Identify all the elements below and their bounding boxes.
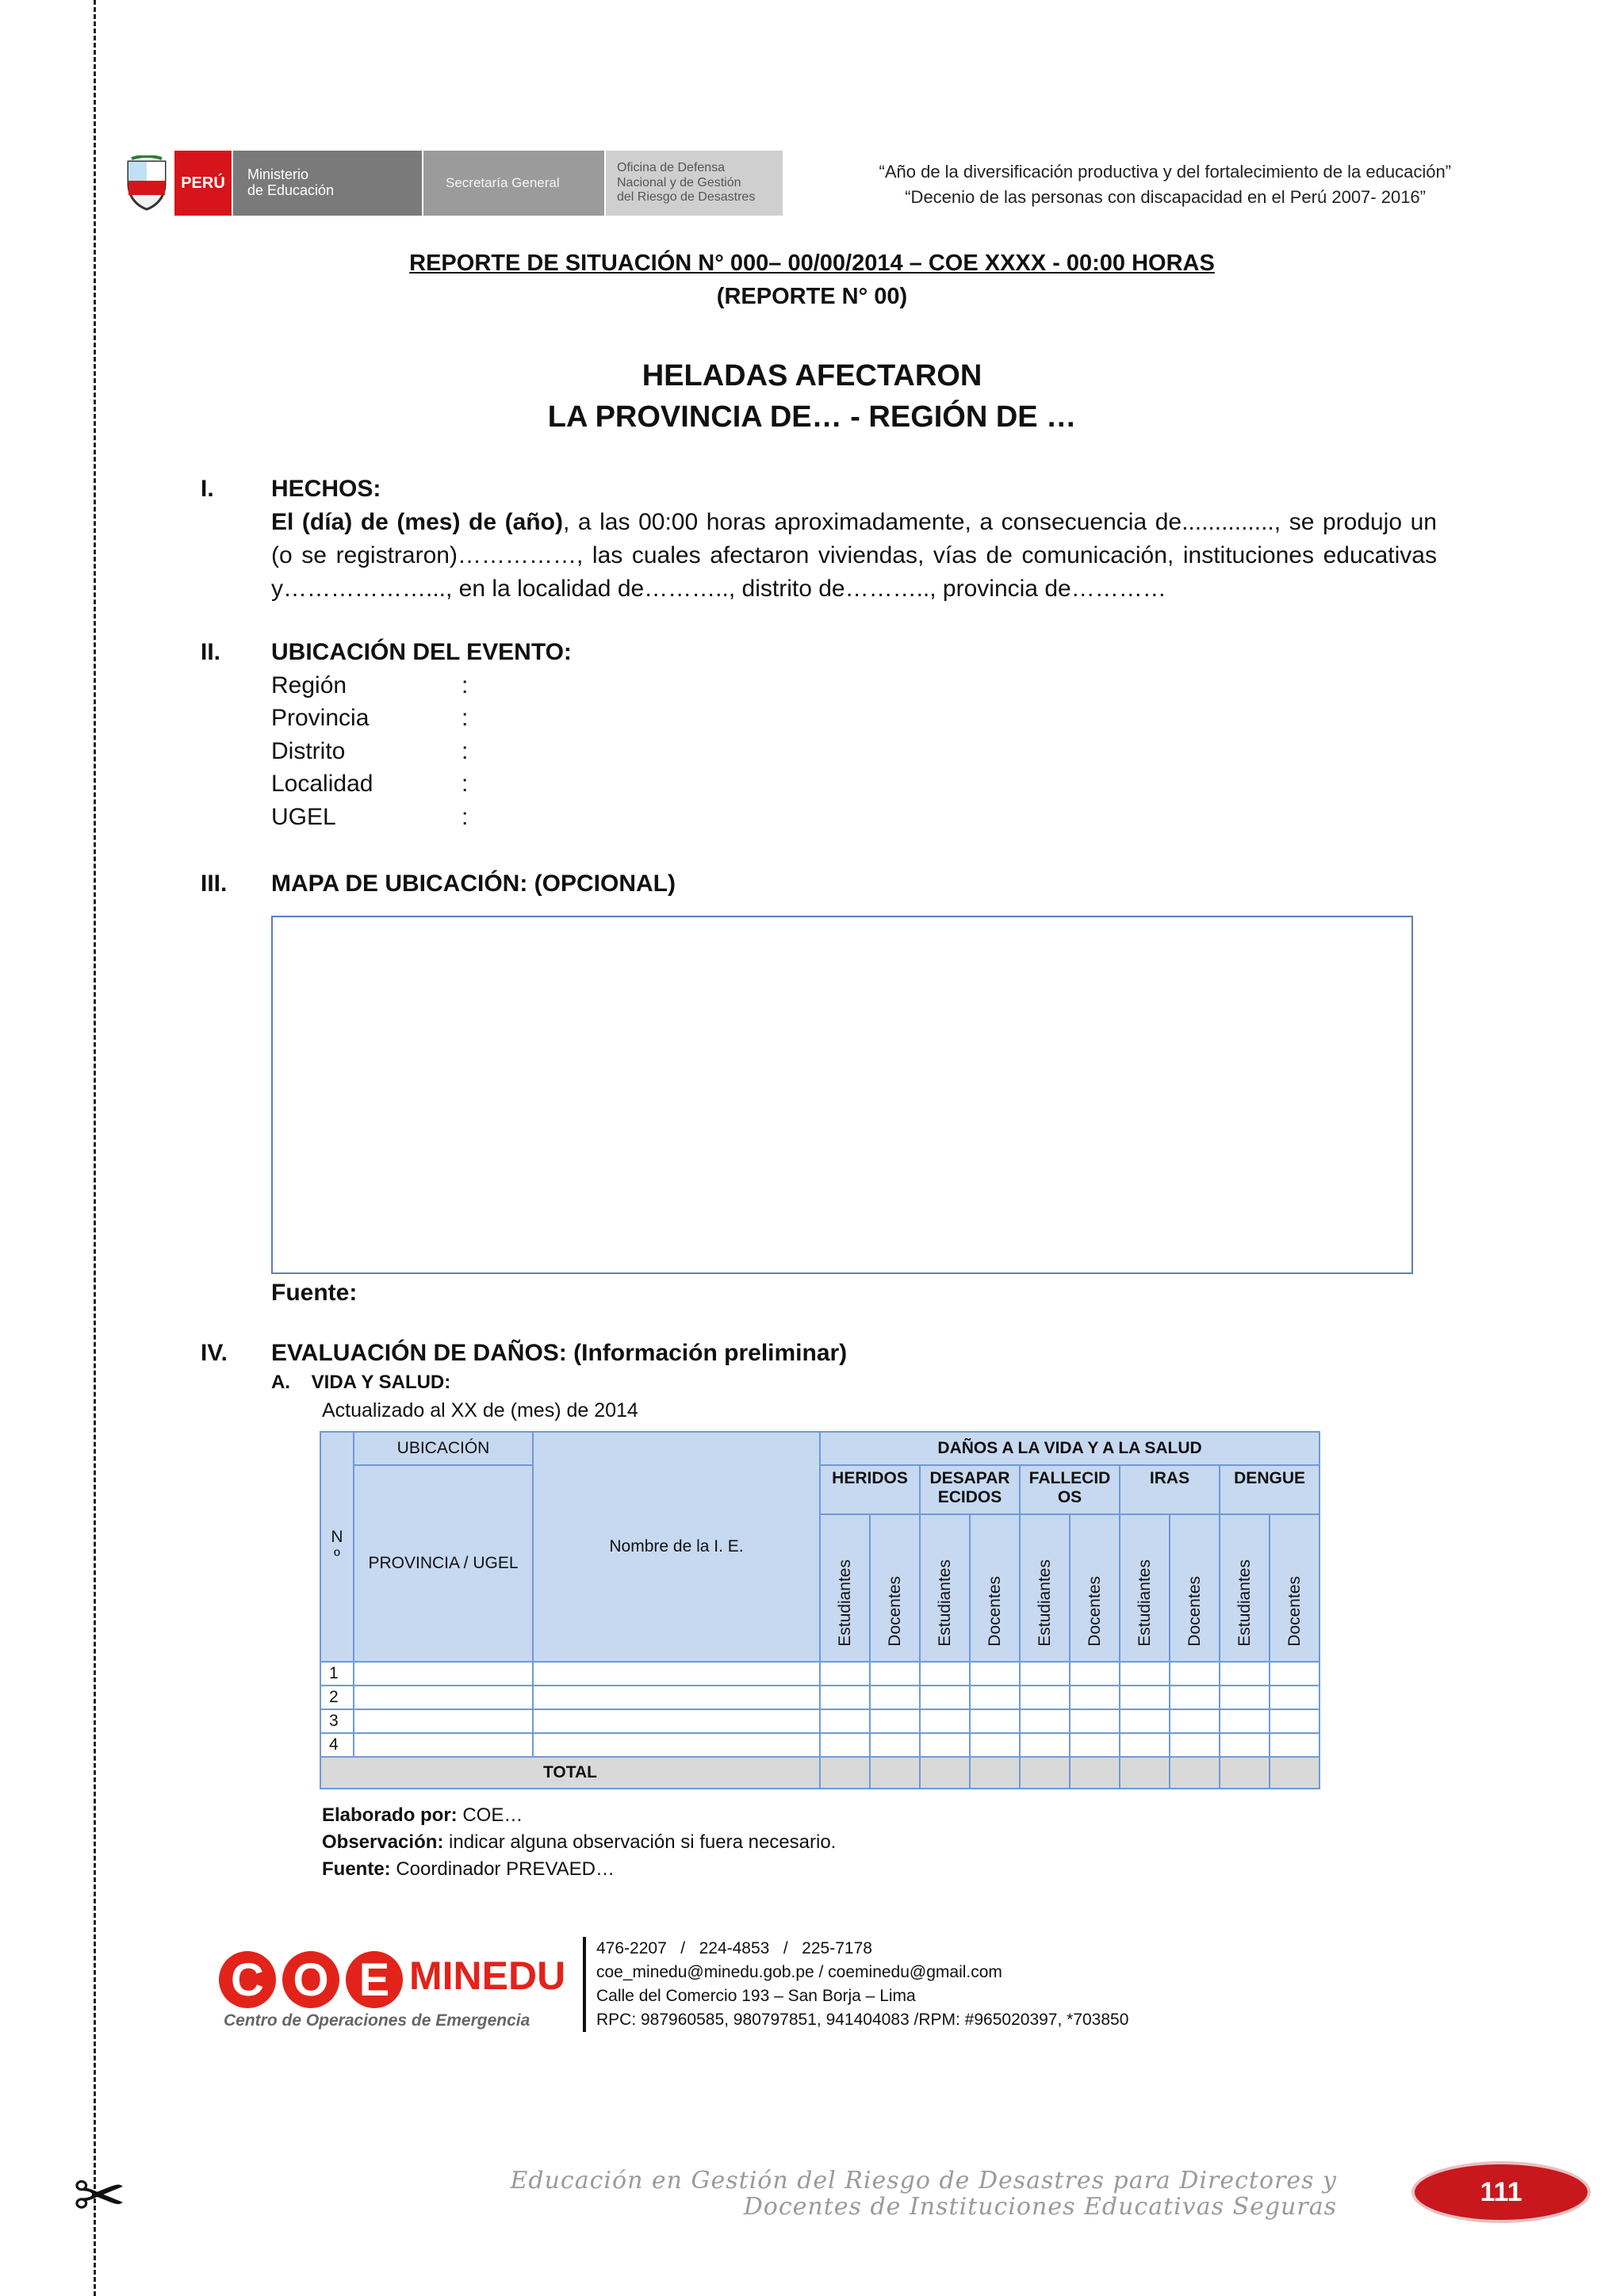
section-1-title: HECHOS: bbox=[271, 476, 381, 502]
field-distrito-colon: : bbox=[462, 738, 469, 764]
header-quote-1: “Año de la diversificación productiva y del fortalecimiento de la educación” bbox=[879, 162, 1451, 182]
group-desaparecidos-header: DESAPAR ECIDOS bbox=[920, 1465, 1020, 1514]
contact-emails: coe_minedu@minedu.gob.pe / coeminedu@gmail.com bbox=[596, 1963, 1002, 1981]
observacion: Observación: indicar alguna observación si fuera necesario. bbox=[322, 1831, 837, 1853]
table-row bbox=[320, 1733, 1320, 1757]
coat-of-arms-icon bbox=[119, 151, 174, 216]
desaparecidos-docentes-header: Docentes bbox=[970, 1514, 1020, 1662]
section-1-text: El (día) de (mes) de (año), a las 00:00 horas aproximadamente, a consecuencia de.............., se produjo un (o se registraron)……………, las cuales afectaron viviendas, vías de comunicación, instituciones educativas y………………..., en la localidad de……….., distrito de……….., provincia de………… bbox=[271, 509, 1437, 602]
total-label: TOTAL bbox=[320, 1757, 820, 1789]
table-total-row bbox=[320, 1757, 1320, 1789]
field-localidad-colon: : bbox=[462, 771, 469, 797]
table-row bbox=[320, 1686, 1320, 1709]
fallecidos-estudiantes-header: Estudiantes bbox=[1020, 1514, 1070, 1662]
group-iras-header: IRAS bbox=[1120, 1465, 1220, 1514]
field-provincia-colon: : bbox=[462, 705, 469, 731]
field-localidad-label: Localidad bbox=[271, 771, 373, 797]
dengue-docentes-header: Docentes bbox=[1270, 1514, 1320, 1662]
heridos-docentes-header: Docentes bbox=[870, 1514, 920, 1662]
header-logos bbox=[119, 151, 783, 216]
field-ugel-colon: : bbox=[462, 804, 469, 830]
event-heading-2: LA PROVINCIA DE… - REGIÓN DE … bbox=[547, 400, 1077, 434]
coe-letter-c: C bbox=[231, 1954, 264, 2006]
table-provincia-ugel-header: PROVINCIA / UGEL bbox=[354, 1465, 533, 1662]
report-subtitle: (REPORTE N° 00) bbox=[716, 284, 908, 309]
damage-table bbox=[320, 1431, 1320, 1789]
iras-estudiantes-header: Estudiantes bbox=[1120, 1514, 1170, 1662]
contact-rpc: RPC: 987960585, 980797851, 941404083 /RPM: #965020397, *703850 bbox=[596, 2011, 1129, 2029]
coe-letter-o: O bbox=[293, 1954, 329, 2006]
map-source-label: Fuente: bbox=[271, 1280, 358, 1306]
header-quote-2: “Decenio de las personas con discapacidad en el Perú 2007- 2016” bbox=[905, 187, 1426, 207]
coe-letter-e: E bbox=[358, 1954, 390, 2006]
field-provincia-label: Provincia bbox=[271, 705, 370, 731]
row-number: 2 bbox=[320, 1686, 354, 1709]
map-placeholder bbox=[271, 916, 1413, 1274]
footer-line-1: Educación en Gestión del Riesgo de Desastres para Directores y bbox=[510, 2167, 1337, 2195]
contact-phones: 476-2207 / 224-4853 / 225-7178 bbox=[596, 1939, 872, 1957]
group-fallecidos-header: FALLECID OS bbox=[1020, 1465, 1120, 1514]
section-4-number: IV. bbox=[201, 1340, 228, 1366]
fuente-note: Fuente: Coordinador PREVAED… bbox=[322, 1858, 615, 1880]
elaborado-por: Elaborado por: COE… bbox=[322, 1804, 523, 1826]
report-title: REPORTE DE SITUACIÓN N° 000– 00/00/2014 – COE XXXX - 00:00 HORAS bbox=[409, 251, 1215, 276]
event-heading-1: HELADAS AFECTARON bbox=[642, 359, 982, 392]
contact-divider bbox=[583, 1937, 586, 2032]
fallecidos-docentes-header: Docentes bbox=[1070, 1514, 1120, 1662]
section-1-date: El (día) de (mes) de (año) bbox=[271, 509, 563, 535]
table-row bbox=[320, 1662, 1320, 1686]
subsection-a-title: A. VIDA Y SALUD: bbox=[271, 1372, 451, 1393]
table-danos-header: DAÑOS A LA VIDA Y A LA SALUD bbox=[820, 1432, 1320, 1465]
dengue-estudiantes-header: Estudiantes bbox=[1220, 1514, 1270, 1662]
page-number-badge: 111 bbox=[1415, 2164, 1588, 2220]
minedu-wordmark: MINEDU bbox=[409, 1954, 566, 1998]
oficina-logo: Oficina de Defensa Nacional y de Gestión del Riesgo de Desastres bbox=[604, 151, 783, 216]
iras-docentes-header: Docentes bbox=[1170, 1514, 1220, 1662]
ministerio-logo: Ministerio de Educación bbox=[232, 151, 422, 216]
section-1-number: I. bbox=[201, 476, 214, 502]
field-region-colon: : bbox=[462, 672, 469, 698]
updated-date: Actualizado al XX de (mes) de 2014 bbox=[322, 1399, 638, 1422]
peru-logo: PERÚ bbox=[174, 151, 232, 216]
table-ubicacion-header: UBICACIÓN bbox=[354, 1432, 533, 1465]
table-nombre-ie-header: Nombre de la I. E. bbox=[533, 1432, 820, 1662]
section-3-title: MAPA DE UBICACIÓN: (OPCIONAL) bbox=[271, 871, 676, 897]
section-3-number: III. bbox=[201, 871, 228, 897]
section-4-title: EVALUACIÓN DE DAÑOS: (Información preliminar) bbox=[271, 1340, 848, 1366]
group-dengue-header: DENGUE bbox=[1220, 1465, 1320, 1514]
field-region-label: Región bbox=[271, 672, 347, 698]
secretaria-logo: Secretaría General bbox=[422, 151, 604, 216]
footer-line-2: Docentes de Instituciones Educativas Seguras bbox=[743, 2193, 1337, 2221]
row-number: 4 bbox=[320, 1733, 354, 1757]
table-row bbox=[320, 1709, 1320, 1733]
section-2-title: UBICACIÓN DEL EVENTO: bbox=[271, 639, 572, 665]
row-number: 3 bbox=[320, 1709, 354, 1733]
coe-minedu-logo bbox=[216, 1946, 565, 2034]
field-distrito-label: Distrito bbox=[271, 738, 346, 764]
cut-guide-line bbox=[94, 0, 96, 2296]
field-ugel-label: UGEL bbox=[271, 804, 336, 830]
row-number: 1 bbox=[320, 1662, 354, 1686]
heridos-estudiantes-header: Estudiantes bbox=[820, 1514, 870, 1662]
contact-address: Calle del Comercio 193 – San Borja – Lima bbox=[596, 1987, 916, 2005]
section-2-number: II. bbox=[201, 639, 221, 665]
coe-subtitle: Centro de Operaciones de Emergencia bbox=[224, 2011, 530, 2030]
table-n-header: N º bbox=[320, 1432, 354, 1662]
group-heridos-header: HERIDOS bbox=[820, 1465, 920, 1514]
desaparecidos-estudiantes-header: Estudiantes bbox=[920, 1514, 970, 1662]
scissors-icon: ✂ bbox=[73, 2159, 127, 2233]
